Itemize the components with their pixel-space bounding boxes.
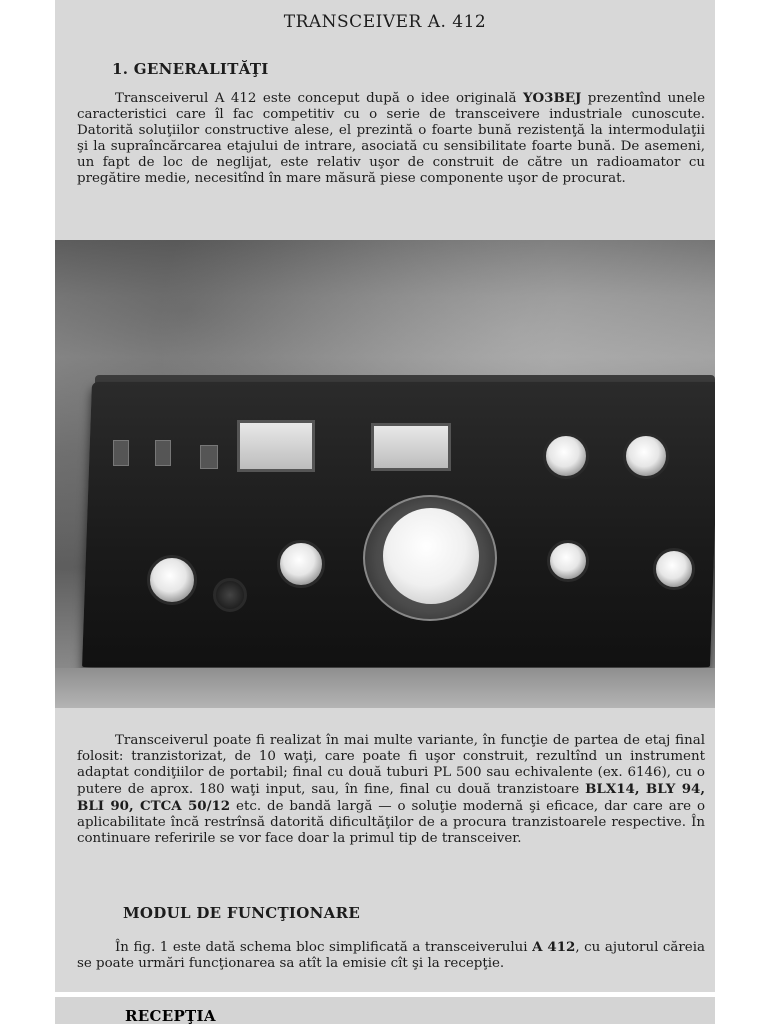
knob-lower-3 [547, 540, 589, 582]
section-heading-modul: MODUL DE FUNCŢIONARE [123, 904, 361, 922]
function-paragraph [77, 939, 705, 972]
knob-lower-right [653, 548, 695, 590]
text-run: Transceiverul poate fi realizat în mai multe variante, în funcţie de partea de etaj final folosit: tranzistorizat, de 10 waţi, care poate fi uşor construit, rezultînd un instrument adaptat condiţiilor de portabil; final cu două tuburi PL 500 sau echivalente (ex. 6146), cu o putere de aprox. 180 waţi input, sau, în fine, final cu două tranzistoare [77, 733, 705, 797]
intro-paragraph [77, 90, 705, 187]
text-run: , cu ajutorul căreia se poate urmări funcţionarea sa atît la emisie cît şi la recepţie. [77, 940, 705, 971]
knob-lower-2 [277, 540, 325, 588]
text-run: YO3BEJ [522, 90, 582, 106]
variants-paragraph [77, 733, 705, 847]
text-run: Transceiverul A 412 este conceput după o idee originală [115, 91, 523, 106]
document-title: TRANSCEIVER A. 412 [283, 12, 487, 32]
main-tuning-dial [383, 508, 479, 604]
document-page [55, 0, 715, 992]
text-run: etc. de bandă largă — o soluţie modernă şi eficace, dar care are o aplicabilitate încă restrînsă datorită dificultăţilor de a procura tranzistoarele respective. În continuare referirile se vor face doar la primul tip de transceiver. [77, 799, 705, 846]
knob-upper-1 [543, 433, 589, 479]
power-meter [371, 423, 451, 471]
next-page-strip [55, 997, 715, 1024]
section-heading-generalitati: 1. GENERALITĂŢI [112, 60, 269, 78]
text-run: BLX14, BLY 94, BLI 90, CTCA 50/12 [77, 781, 705, 814]
function-paragraph-text [77, 939, 705, 972]
text-run: A 412 [532, 939, 576, 955]
text-run: În fig. 1 este dată schema bloc simplificată a transceiverului [115, 940, 533, 955]
s-meter [237, 420, 315, 472]
next-page-heading: RECEPŢIA [125, 1007, 216, 1025]
intro-paragraph-text [77, 90, 705, 187]
knob-upper-2 [623, 433, 669, 479]
text-run: prezentînd unele caracteristici care îl fac competitiv cu o serie de transceivere industriale cunoscute. Datorită soluţiilor constructive alese, el prezintă o foarte bună rezistenţă la intermodulaţii şi la supraîncărcarea etajului de intrare, asociată cu sensibilitate foarte bună. De asemeni, un fapt de loc de neglijat, este relativ uşor de construit de către un radioamator cu pregătire medie, necesitînd în mare măsură piese componente uşor de procurat. [77, 91, 705, 186]
transceiver-photo [55, 240, 715, 708]
knob-lower-left [147, 555, 197, 605]
variants-paragraph-text [77, 733, 705, 847]
